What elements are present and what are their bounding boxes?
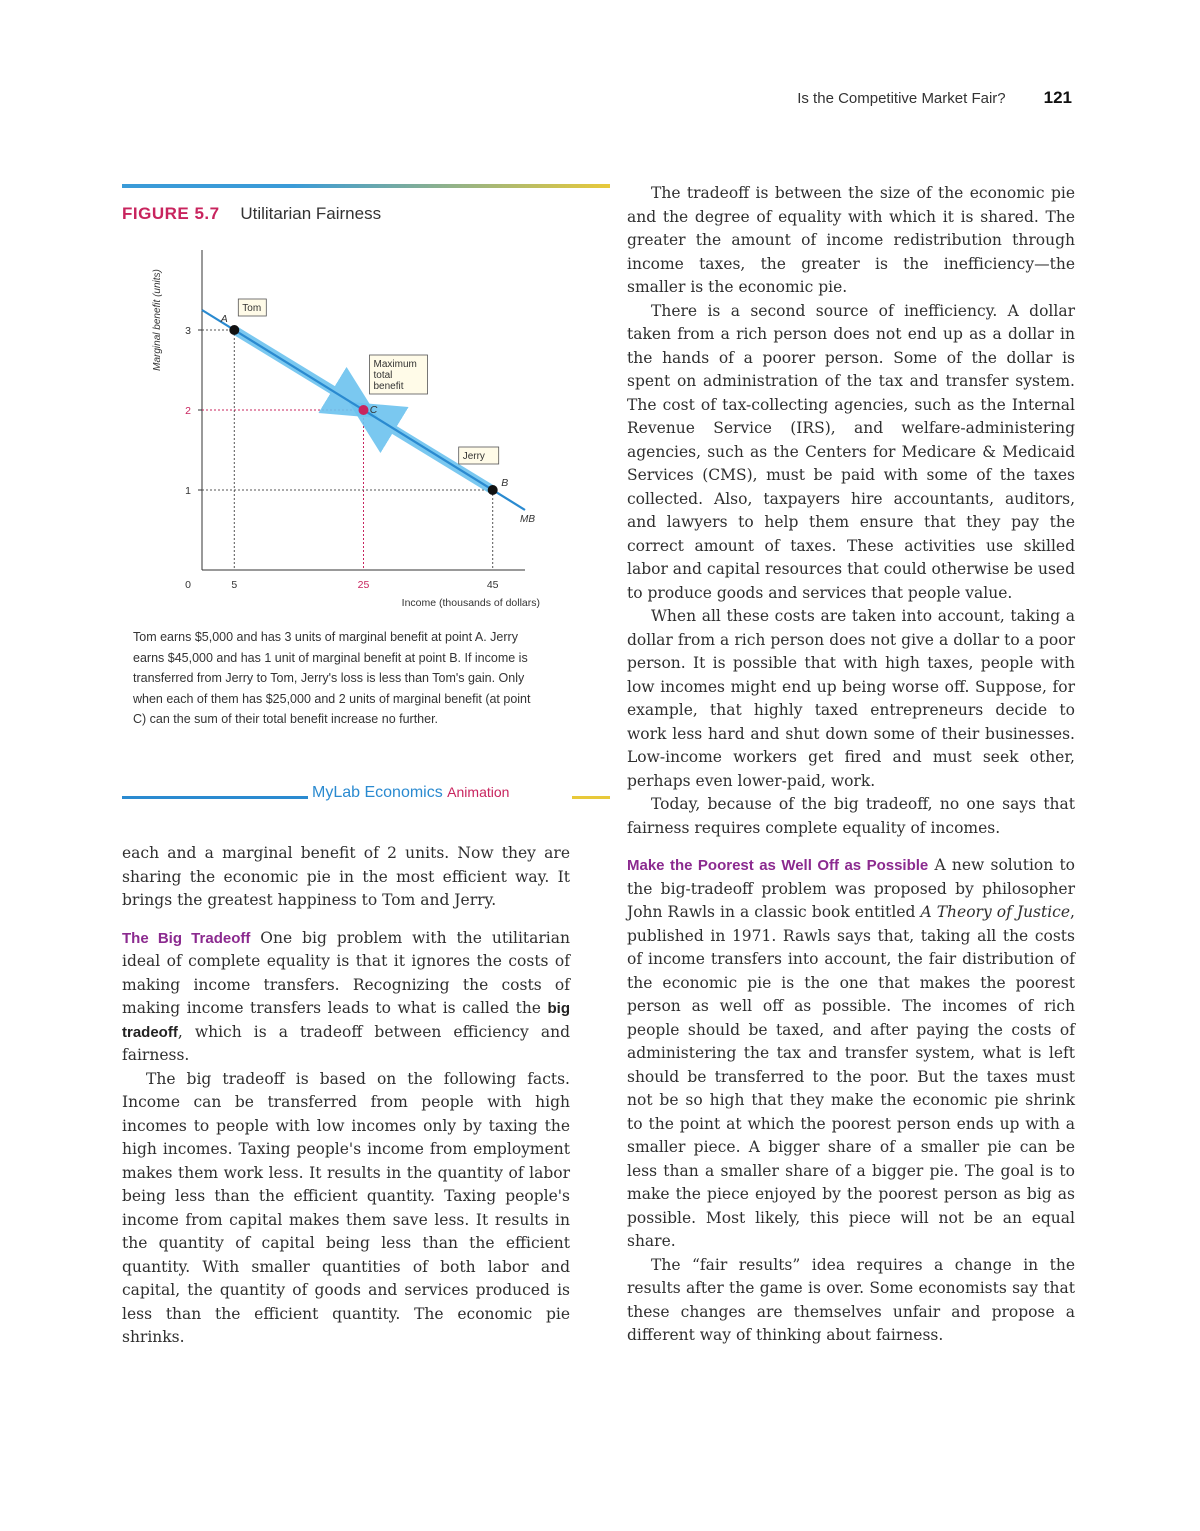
figure-caption: Tom earns $5,000 and has 3 units of marginal benefit at point A. Jerry earns $45,000 and has 1 unit of marginal benefit at point B. If income is transferred from Jerry to Tom, Jerry's loss is less than Tom's gain. Only when each of them has $25,000 and 2 units of marginal benefit (at point C) can the sum of their total benefit increase no further. [133,630,531,726]
figure-top-rule [122,184,610,188]
figure-number: FIGURE 5.7 [122,204,220,223]
paragraph-text: A new solution to the big-tradeoff problem was proposed by philosopher John Rawls in a classic book entitled [627,856,1075,921]
mylab-animation-link[interactable] [122,786,610,808]
point-label-c: C [369,404,378,416]
paragraph: The big tradeoff is based on the following facts. Income can be transferred from people with high incomes to people with low incomes only by taxing the high incomes. Taxing people's income from employment makes them work less. It results in the quantity of labor being less than the efficient quantity. Taxing people's income from capital makes them save less. It results in the quantity of capital being less than the efficient quantity. With smaller quantities of both labor and capital, the quantity of goods and services produced is less than the efficient quantity. The economic pie shrinks. [122,1069,570,1346]
y-tick-label: 1 [185,485,191,497]
x-tick-label: 25 [357,579,370,591]
point-a [229,325,239,335]
paragraph [627,854,1075,1254]
x-tick-label: 45 [486,579,499,591]
left-column [122,842,570,1350]
paragraph: There is a second source of inefficiency. A dollar taken from a rich person does not end up as a dollar in the hands of a poorer person. Some of the dollar is spent on administration of the tax and transfer system. The cost of tax-collecting agencies, such as the Internal Revenue Service (IRS), and welfare-administering agencies, such as the Centers for Medicare & Medicaid Services (CMS), must be paid with some of the taxes collected. Also, taxpayers hire accountants, auditors, and lawyers to help them ensure that they pay the correct amount of taxes. These activities use skilled labor and capital resources that could otherwise be used to produce goods and services that people value. [627,301,1075,602]
paragraph-text: One big problem with the utilitarian ideal of complete equality is that it ignores the costs of making income transfers. Recognizing the costs of making income transfers leads to what is called the [122,928,570,1017]
callout-text-c: Maximum [373,359,417,370]
point-label-a: A [220,313,228,325]
chart-svg [140,240,560,615]
callout-text-c: benefit [373,381,404,392]
paragraph: Today, because of the big tradeoff, no one says that fairness requires complete equality of incomes. [627,795,1075,837]
point-label-b: B [501,477,509,489]
paragraph: When all these costs are taken into account, taking a dollar from a rich person does not give a dollar to a poor person. It is possible that with high taxes, people with low incomes might end up being worse off. Suppose, for example, that highly taxed entrepreneurs decide to work less hard and shut down some of their businesses. Low-income workers get fired and must seek other, perhaps even lower-paid, work. [627,607,1075,790]
mb-curve-label: MB [520,514,535,525]
mylab-brand: MyLab Economics [312,784,443,801]
utilitarian-fairness-chart [140,240,560,619]
paragraph: The tradeoff is between the size of the economic pie and the degree of equality with which it is shared. The greater the amount of income redistribution through income taxes, the greater is the inefficiency—the smaller is the economic pie. [627,184,1075,296]
mylab-rule-left [122,796,308,799]
point-b [488,485,498,495]
book-title: A Theory of Justice [920,903,1071,921]
x-axis-label: Income (thousands of dollars) [401,597,540,609]
right-column [627,182,1075,1348]
running-head-title: Is the Competitive Market Fair? [797,90,1006,107]
figure-title-text: Utilitarian Fairness [240,204,382,223]
point-c [359,405,369,415]
paragraph [122,927,570,1068]
section-heading-big-tradeoff: The Big Tradeoff [122,929,251,947]
paragraph-text: , published in 1971. Rawls says that, taking all the costs of income transfers into account, the fair distribution of the economic pie is the one that makes the poorest person as well off as possible. The incomes of rich people should be taxed, and after paying the costs of administering the tax and transfer system, what is left should be transferred to the poor. But the taxes must not be so high that they make the economic pie shrink to the point at which the poorest person ends up with a smaller piece. A bigger share of a smaller pie can be less than a smaller share of a bigger pie. The goal is to make the piece enjoyed by the poorest person as big as possible. Most likely, this piece will not be an equal share. [627,903,1075,1250]
y-tick-label: 3 [185,325,191,337]
key-term-big-tradeoff: big tradeoff [122,1000,570,1041]
callout-text-c: total [373,370,393,381]
mylab-label[interactable] [312,784,509,802]
y-axis-label: Marginal benefit (units) [152,269,163,371]
paragraph-text: , which is a tradeoff between efficiency and fairness. [122,1022,570,1064]
callout-text-b: Jerry [462,451,485,462]
page-number: 121 [1043,88,1072,107]
callout-text-a: Tom [242,303,262,314]
x-tick-label: 5 [231,579,238,591]
mylab-animation-text: Animation [447,784,510,800]
section-heading-poorest: Make the Poorest as Well Off as Possible [627,857,929,874]
mylab-rule-right [572,796,610,799]
x-tick-label: 0 [185,579,191,591]
paragraph: The “fair results” idea requires a change in the results after the game is over. Some economists say that these changes are themselves unfair and propose a different way of thinking about fairness. [627,1255,1075,1344]
running-head [797,88,1072,108]
y-tick-label: 2 [185,405,191,417]
paragraph: each and a marginal benefit of 2 units. Now they are sharing the economic pie in the most efficient way. It brings the greatest happiness to Tom and Jerry. [122,844,570,909]
figure-title [122,204,381,224]
